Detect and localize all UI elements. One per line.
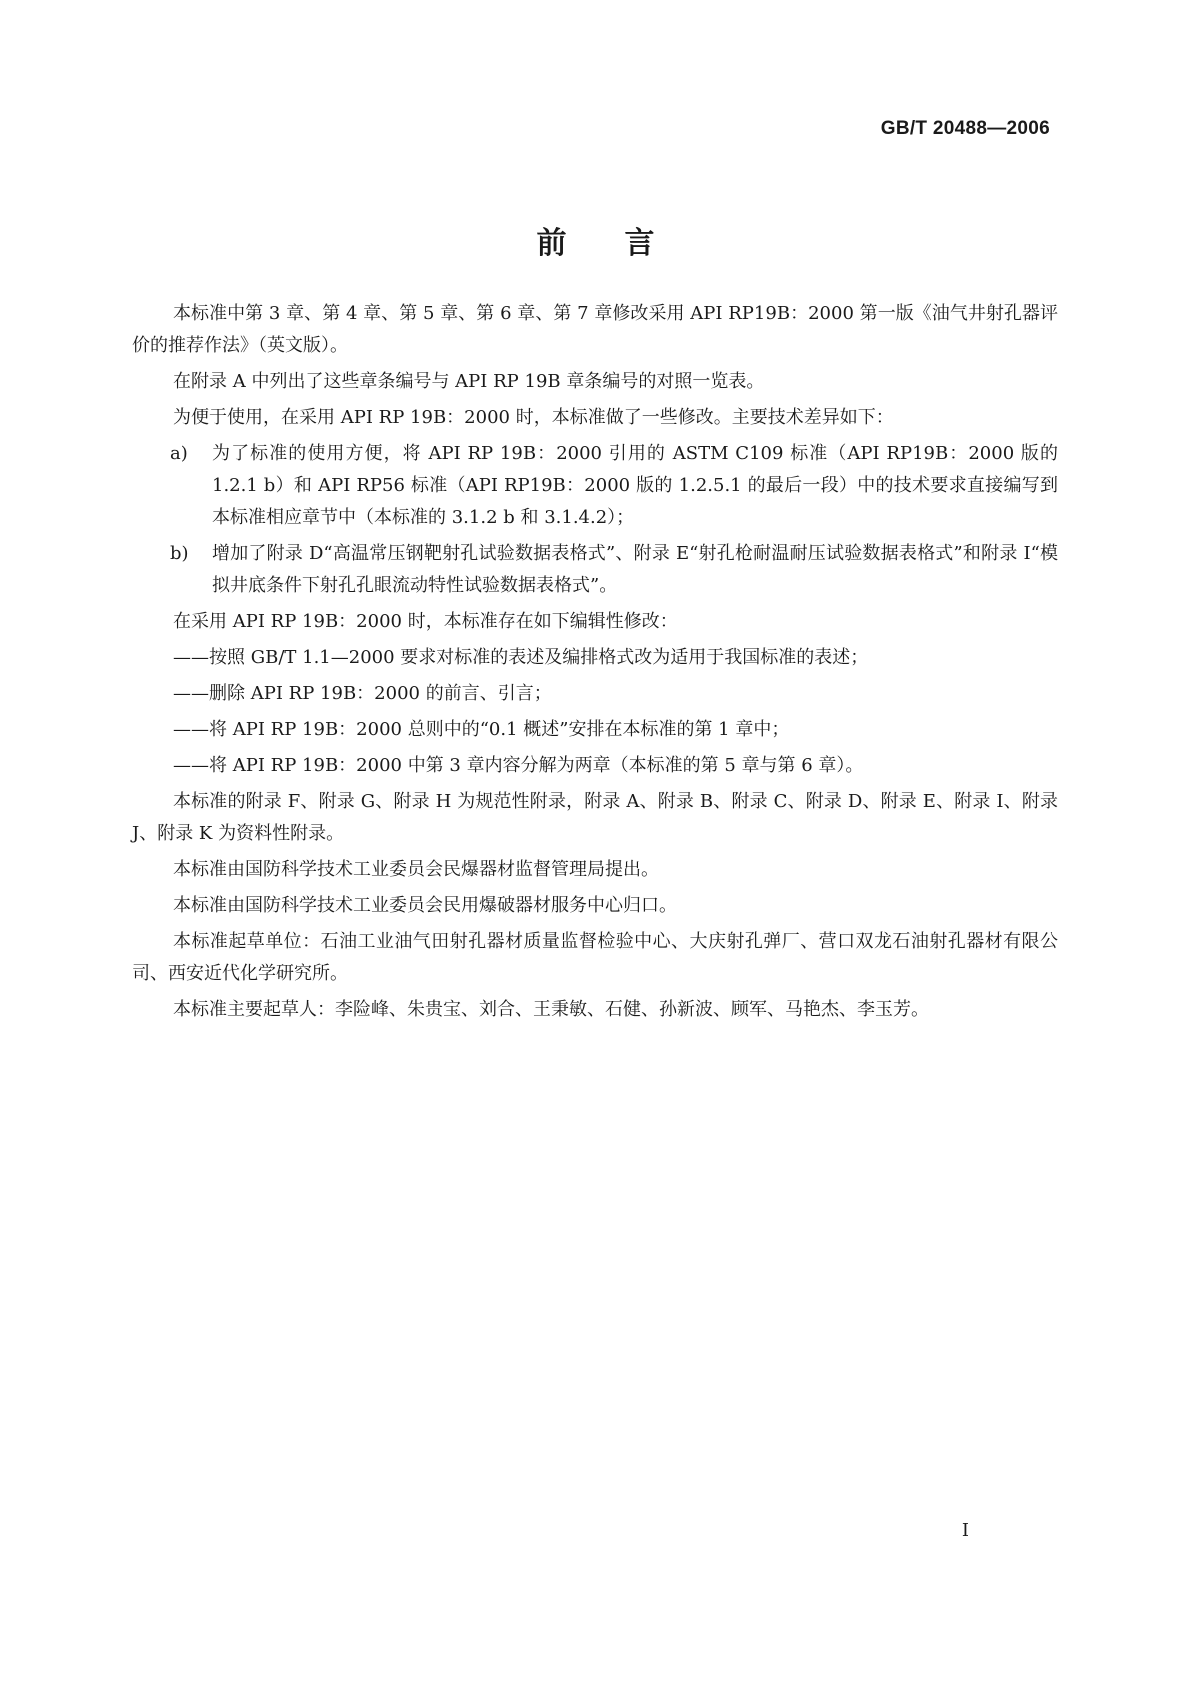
list-item	[132, 438, 1058, 534]
paragraph-annexes: 本标准的附录 F、附录 G、附录 H 为规范性附录，附录 A、附录 B、附录 C、附录 D、附录 E、附录 I、附录 J、附录 K 为资料性附录。	[132, 791, 1058, 844]
list-item	[132, 538, 1058, 602]
paragraph-drafters: 本标准主要起草人：李险峰、朱贵宝、刘合、王秉敏、石健、孙新波、顾军、马艳杰、李玉芳。	[173, 999, 929, 1020]
page-number: I	[961, 1520, 969, 1541]
list-item-text: 增加了附录 D“高温常压钢靶射孔试验数据表格式”、附录 E“射孔枪耐温耐压试验数据表格式”和附录 I“模拟井底条件下射孔孔眼流动特性试验数据表格式”。	[212, 543, 1058, 596]
paragraph-centralized-by: 本标准由国防科学技术工业委员会民用爆破器材服务中心归口。	[173, 895, 677, 916]
paragraph-adoption: 本标准中第 3 章、第 4 章、第 5 章、第 6 章、第 7 章修改采用 API RP19B：2000 第一版《油气井射孔器评价的推荐作法》（英文版）。	[132, 303, 1058, 356]
paragraph-editorial-changes: 在采用 API RP 19B：2000 时，本标准存在如下编辑性修改：	[173, 611, 678, 632]
list-item-text: 为了标准的使用方便，将 API RP 19B：2000 引用的 ASTM C109 标准（API RP19B：2000 版的 1.2.1 b）和 API RP56 标准（API RP19B：2000 版的 1.2.5.1 的最后一段）中的技术要求直接编写到本标准相应章节中（本标准的 3.1.2 b 和 3.1.4.2）；	[212, 443, 1058, 528]
dash-item: ——将 API RP 19B：2000 总则中的“0.1 概述”安排在本标准的第 1 章中；	[173, 719, 790, 740]
page-title: 前言	[536, 226, 713, 261]
foreword-body	[132, 298, 1058, 1030]
paragraph-appendix-a: 在附录 A 中列出了这些章条编号与 API RP 19B 章条编号的对照一览表。	[173, 371, 765, 392]
dash-item: ——删除 API RP 19B：2000 的前言、引言；	[173, 683, 552, 704]
standard-code: GB/T 20488—2006	[880, 118, 1050, 139]
list-item-marker: a)	[170, 443, 188, 464]
paragraph-proposed-by: 本标准由国防科学技术工业委员会民爆器材监督管理局提出。	[173, 859, 659, 880]
dash-item: ——按照 GB/T 1.1—2000 要求对标准的表述及编排格式改为适用于我国标准的表述；	[173, 647, 869, 668]
paragraph-tech-differences: 为便于使用，在采用 API RP 19B：2000 时，本标准做了一些修改。主要技术差异如下：	[173, 407, 894, 428]
list-item-marker: b)	[170, 543, 189, 564]
dash-item: ——将 API RP 19B：2000 中第 3 章内容分解为两章（本标准的第 5 章与第 6 章）。	[173, 755, 864, 776]
paragraph-drafting-units: 本标准起草单位：石油工业油气田射孔器材质量监督检验中心、大庆射孔弹厂、营口双龙石油射孔器材有限公司、西安近代化学研究所。	[132, 931, 1058, 984]
